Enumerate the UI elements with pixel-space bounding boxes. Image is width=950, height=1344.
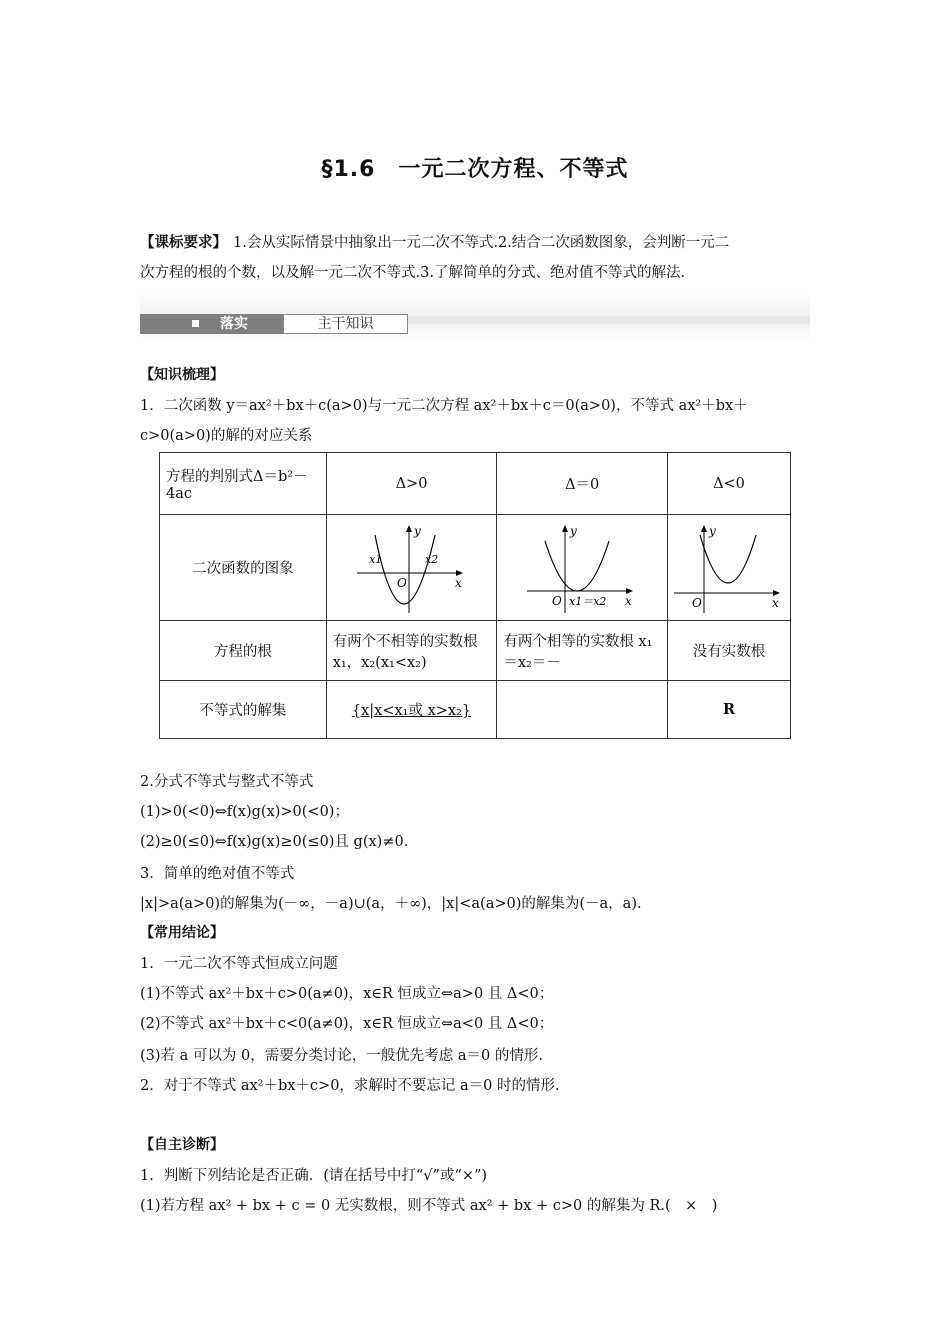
set-row-label: 不等式的解集 [160,681,327,739]
solution-set-none: R [668,681,791,739]
page-title: §1.6 一元二次方程、不等式 [321,157,629,182]
knowledge-item-3: 3．简单的绝对值不等式 [140,866,295,882]
solution-set-two: {x|x<x₁或 x>x₂} [326,681,497,739]
roots-none: 没有实数根 [668,621,791,681]
knowledge-item-3-line: |x|>a(a>0)的解集为(－∞，－a)∪(a，＋∞)，|x|<a(a>0)的解集为(－a，a). [140,896,642,912]
root-x2-label: x2 [424,552,438,566]
requirements-text-2: 次方程的根的个数，以及解一元二次不等式.3.了解简单的分式、绝对值不等式的解法. [140,265,686,281]
knowledge-item-2-2: (2)≥0(≤0)⇔f(x)g(x)≥0(≤0)且 g(x)≠0. [140,834,409,850]
roots-one: 有两个相等的实数根 x₁＝x₂＝－ [497,621,668,681]
discriminant-header: 方程的判别式Δ＝b²－4ac [160,453,327,515]
conclusion-2: 2．对于不等式 ax²＋bx＋c>0，求解时不要忘记 a＝0 时的情形. [140,1078,560,1094]
conclusion-1-2: (2)不等式 ax²＋bx＋c<0(a≠0)，x∈R 恒成立⇔a<0 且 Δ<0； [140,1016,554,1032]
graph-one-root [497,515,668,621]
knowledge-item-1-line-2: c>0(a>0)的解的对应关系 [140,428,313,444]
requirements-label: 【课标要求】 [140,235,227,251]
graph-no-root [668,515,791,621]
graph-two-roots [326,515,497,621]
conclusion-1-3: (3)若 a 可以为 0，需要分类讨论，一般优先考虑 a＝0 的情形. [140,1048,543,1064]
origin-label: O [552,593,562,608]
origin-label: O [692,595,702,610]
requirements-text-1: 1.会从实际情景中抽象出一元二次不等式.2.结合二次函数图象，会判断一元二 [233,235,730,251]
course-requirements [140,228,812,288]
header-delta-positive: Δ>0 [326,453,497,515]
header-delta-negative: Δ<0 [668,453,791,515]
origin-label: O [396,575,407,590]
y-axis-label: y [413,523,421,538]
banner-left-label: 落实 [220,316,248,332]
diagnosis-1-1: (1)若方程 ax² + bx + c = 0 无实数根，则不等式 ax² + bx + c>0 的解集为 R.( × ) [140,1198,718,1214]
knowledge-item-1-line-1: 1．二次函数 y＝ax²＋bx＋c(a>0)与一元二次方程 ax²＋bx＋c＝0(a>0)，不等式 ax²＋bx＋ [140,398,748,414]
root-x1-label: x1 [368,552,382,566]
x-axis-label: x [625,593,632,608]
relation-table [159,452,791,739]
knowledge-item-2: 2.分式不等式与整式不等式 [140,774,314,790]
y-axis-label: y [709,523,716,538]
diagnosis-1: 1．判断下列结论是否正确．(请在括号中打“√”或“×”) [140,1168,488,1184]
graph-row-label: 二次函数的图象 [160,515,327,621]
double-root-label: x1＝x2 [569,594,607,608]
conclusions-heading: 【常用结论】 [140,925,224,941]
knowledge-item-2-1: (1)>0(<0)⇔f(x)g(x)>0(<0)； [140,804,349,820]
x-axis-label: x [454,575,462,590]
conclusion-1: 1．一元二次不等式恒成立问题 [140,956,338,972]
diagnosis-heading: 【自主诊断】 [140,1137,224,1153]
solution-set-one [497,681,668,739]
section-banner [140,292,810,342]
x-axis-label: x [772,595,779,610]
banner-right-label: 主干知识 [283,314,408,334]
roots-row-label: 方程的根 [160,621,327,681]
conclusion-1-1: (1)不等式 ax²＋bx＋c>0(a≠0)，x∈R 恒成立⇔a>0 且 Δ<0； [140,986,554,1002]
roots-two: 有两个不相等的实数根 x₁，x₂(x₁<x₂) [326,621,497,681]
y-axis-label: y [570,523,577,538]
knowledge-heading: 【知识梳理】 [140,367,224,383]
header-delta-zero: Δ＝0 [497,453,668,515]
